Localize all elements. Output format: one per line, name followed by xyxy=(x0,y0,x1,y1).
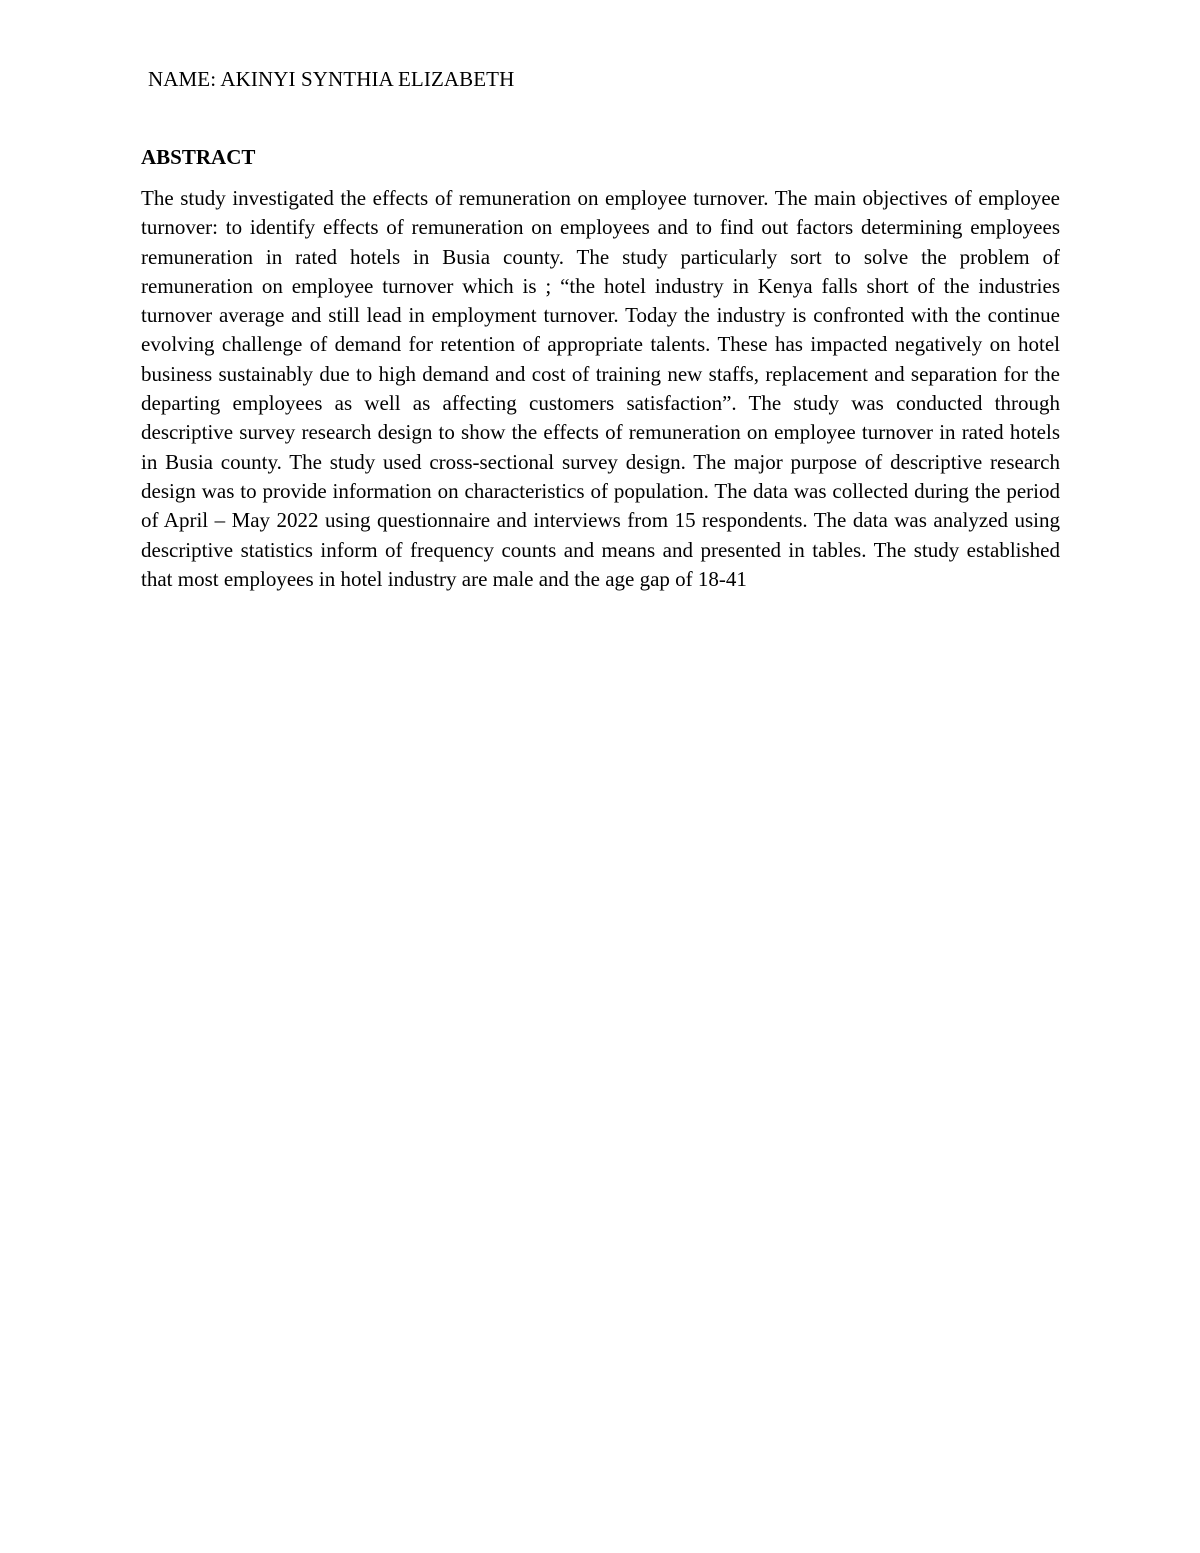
author-name-line: NAME: AKINYI SYNTHIA ELIZABETH xyxy=(148,67,515,91)
abstract-heading: ABSTRACT xyxy=(141,145,256,169)
abstract-paragraph: The study investigated the effects of remuneration on employee turnover. The main objectives of employee turnover: to identify effects of remuneration on employees and to find out factors determining employees remuneration in rated hotels in Busia county. The study particularly sort to solve the problem of remuneration on employee turnover which is ; “the hotel industry in Kenya falls short of the industries turnover average and still lead in employment turnover. Today the industry is confronted with the continue evolving challenge of demand for retention of appropriate talents. These has impacted negatively on hotel business sustainably due to high demand and cost of training new staffs, replacement and separation for the departing employees as well as affecting customers satisfaction”. The study was conducted through descriptive survey research design to show the effects of remuneration on employee turnover in rated hotels in Busia county. The study used cross-sectional survey design. The major purpose of descriptive research design was to provide information on characteristics of population. The data was collected during the period of April – May 2022 using questionnaire and interviews from 15 respondents. The data was analyzed using descriptive statistics inform of frequency counts and means and presented in tables. The study established that most employees in hotel industry are male and the age gap of 18-41 xyxy=(141,186,1060,591)
